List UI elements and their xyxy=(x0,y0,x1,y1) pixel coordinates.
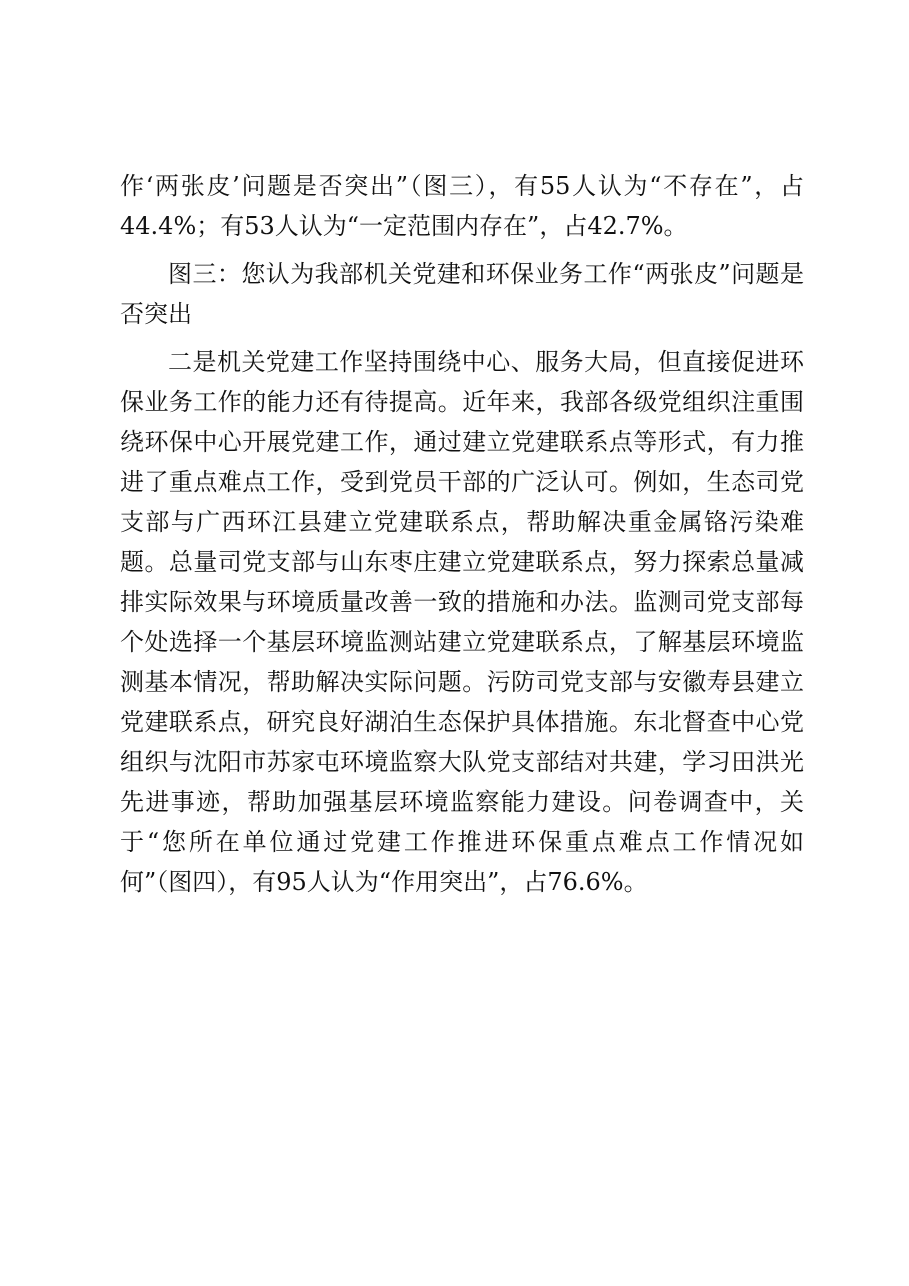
paragraph-party-building: 二是机关党建工作坚持围绕中心、服务大局，但直接促进环保业务工作的能力还有待提高。近年来，我部各级党组织注重围绕环保中心开展党建工作，通过建立党建联系点等形式，有力推进了重点难点工作，受到党员干部的广泛认可。例如，生态司党支部与广西环江县建立党建联系点，帮助解决重金属铬污染难题。总量司党支部与山东枣庄建立党建联系点，努力探索总量减排实际效果与环境质量改善一致的措施和办法。监测司党支部每个处选择一个基层环境监测站建立党建联系点，了解基层环境监测基本情况，帮助解决实际问题。污防司党支部与安徽寿县建立党建联系点，研究良好湖泊生态保护具体措施。东北督查中心党组织与沈阳市苏家屯环境监察大队党支部结对共建，学习田洪光先进事迹，帮助加强基层环境监察能力建设。问卷调查中，关于“您所在单位通过党建工作推进环保重点难点工作情况如何”（图四），有95人认为“作用突出”，占76.6%。 xyxy=(120,348,804,896)
document-body xyxy=(120,166,804,910)
paragraph-survey-result: 作‘两张皮’问题是否突出”（图三），有55人认为“不存在”，占44.4%；有53人认为“一定范围内存在”，占42.7%。 xyxy=(120,172,804,240)
figure-caption: 图三：您认为我部机关党建和环保业务工作“两张皮”问题是否突出 xyxy=(120,260,804,328)
